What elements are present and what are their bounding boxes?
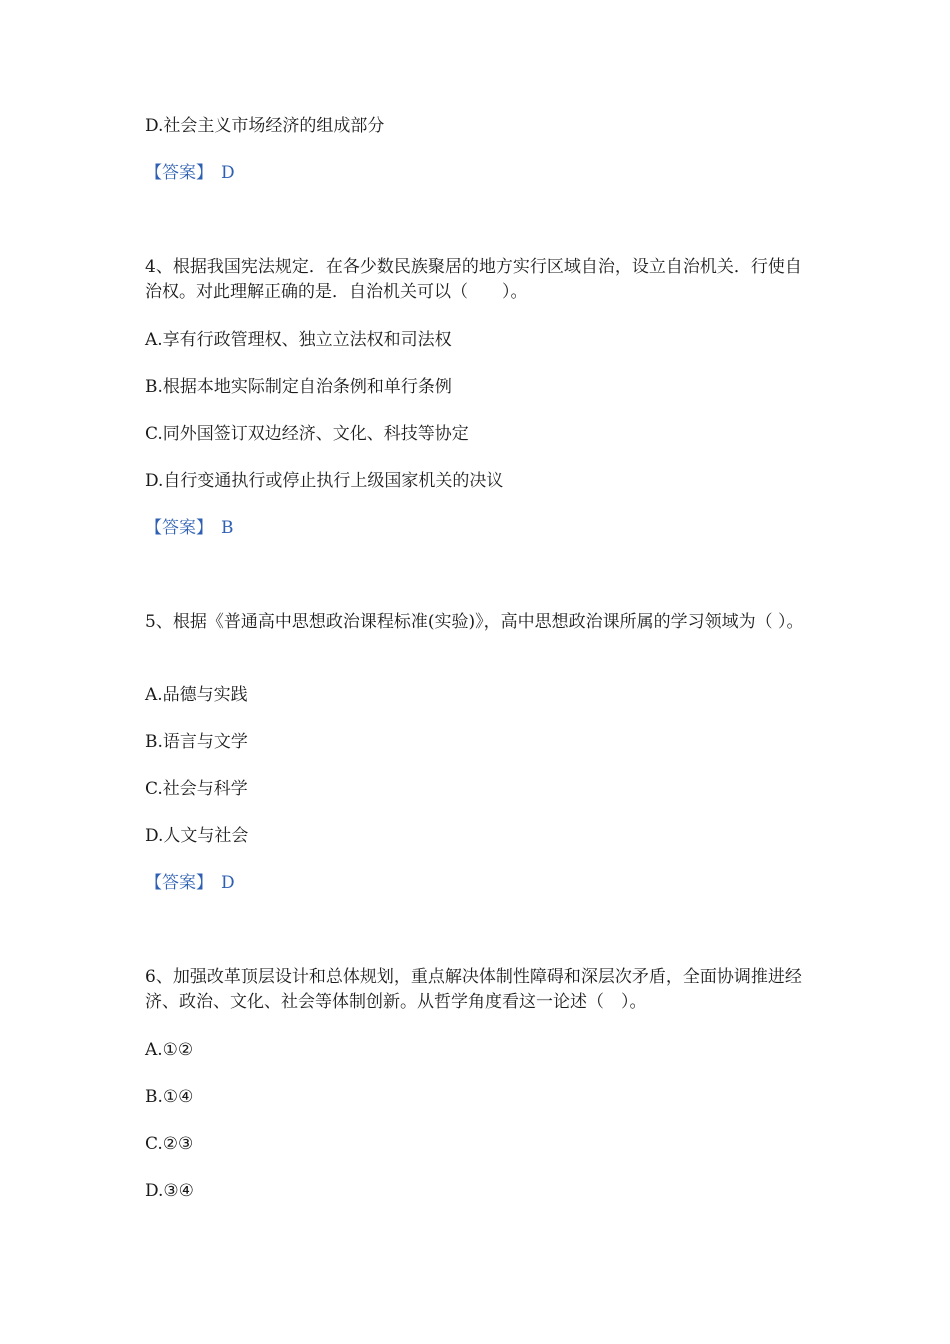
q3-answer	[145, 161, 810, 185]
q3-option-d: D.社会主义市场经济的组成部分	[145, 116, 385, 136]
answer-label: 【答案】	[145, 163, 213, 183]
answer-label: 【答案】	[145, 873, 213, 893]
q4-option-b: B.根据本地实际制定自治条例和单行条例	[145, 377, 452, 397]
q6-option-a: A.①②	[145, 1040, 194, 1060]
q5-option-a: A.品德与实践	[145, 685, 248, 705]
q4-option-a: A.享有行政管理权、独立立法权和司法权	[145, 330, 452, 350]
q5-question: 5、根据《普通高中思想政治课程标准(实验)》，高中思想政治课所属的学习领域为（ ）。	[145, 612, 804, 632]
q6-option-d: D.③④	[145, 1181, 194, 1201]
q5-option-c: C.社会与科学	[145, 779, 248, 799]
q4-question: 4、根据我国宪法规定．在各少数民族聚居的地方实行区域自治，设立自治机关．行使自治权。对此理解正确的是．自治机关可以（ ）。	[145, 257, 802, 302]
q6-option-c: C.②③	[145, 1134, 194, 1154]
q4-answer	[145, 516, 810, 540]
q6-option-b: B.①④	[145, 1087, 194, 1107]
q6-question: 6、加强改革顶层设计和总体规划，重点解决体制性障碍和深层次矛盾，全面协调推进经济、政治、文化、社会等体制创新。从哲学角度看这一论述（ ）。	[145, 967, 802, 1012]
answer-value: D	[221, 873, 235, 893]
answer-label: 【答案】	[145, 518, 213, 538]
q5-option-b: B.语言与文学	[145, 732, 248, 752]
q5-option-d: D.人文与社会	[145, 826, 249, 846]
q4-option-c: C.同外国签订双边经济、文化、科技等协定	[145, 424, 469, 444]
answer-value: B	[221, 518, 234, 538]
answer-value: D	[221, 163, 235, 183]
q4-option-d: D.自行变通执行或停止执行上级国家机关的决议	[145, 471, 504, 491]
q5-answer	[145, 871, 810, 895]
